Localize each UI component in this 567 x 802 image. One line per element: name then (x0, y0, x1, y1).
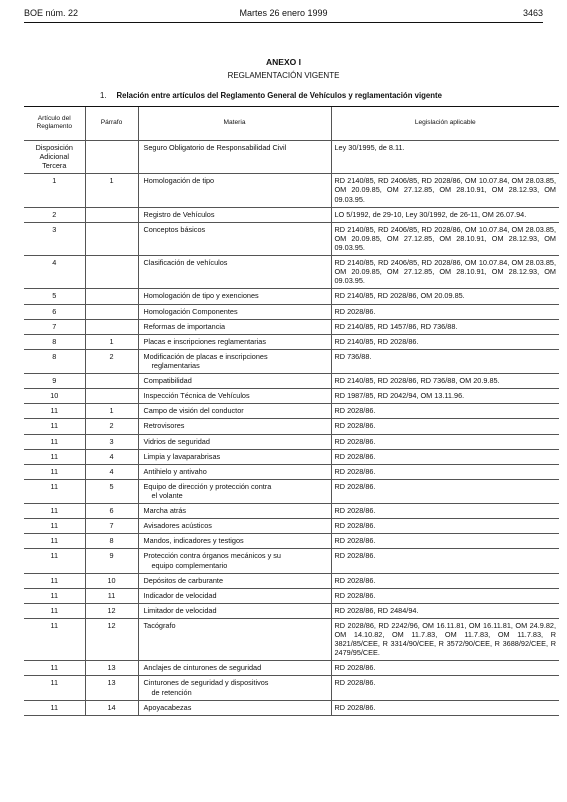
subject-cell (138, 289, 331, 304)
header-rule (24, 22, 543, 23)
subject-text: Avisadores acústicos (143, 521, 212, 531)
subject-cell (138, 519, 331, 534)
subject-cell (138, 256, 331, 289)
article-cell: 8 (24, 334, 85, 349)
subject-cell (138, 618, 331, 660)
table-row (24, 519, 559, 534)
article-cell: 11 (24, 661, 85, 676)
paragraph-cell: 12 (85, 603, 138, 618)
legislation-cell: RD 2028/86. (331, 479, 559, 503)
subject-text: Homologación de tipo y exenciones (143, 291, 259, 301)
subject-text: Compatibilidad (143, 376, 192, 386)
legislation-cell: RD 2140/85, RD 2028/86. (331, 334, 559, 349)
legislation-cell: RD 2028/86. (331, 676, 559, 700)
subject-text: Placas e inscripciones reglamentarias (143, 336, 266, 346)
subject-continuation: el volante (151, 490, 183, 500)
gazette-issue: BOE núm. 22 (24, 8, 79, 18)
subject-cell (138, 676, 331, 700)
table-row (24, 434, 559, 449)
article-cell: 11 (24, 504, 85, 519)
paragraph-cell: 1 (85, 334, 138, 349)
article-cell: 11 (24, 603, 85, 618)
subject-cell (138, 419, 331, 434)
legislation-cell: RD 2140/85, RD 1457/86, RD 736/88. (331, 319, 559, 334)
subject-cell (138, 479, 331, 503)
table-row (24, 207, 559, 222)
table-row (24, 419, 559, 434)
article-cell: 11 (24, 479, 85, 503)
article-cell: 1 (24, 174, 85, 207)
subject-cell (138, 304, 331, 319)
subject-cell (138, 434, 331, 449)
annex-subtitle: REGLAMENTACIÓN VIGENTE (227, 71, 340, 80)
table-row (24, 374, 559, 389)
subject-cell (138, 573, 331, 588)
article-cell: 6 (24, 304, 85, 319)
article-cell: 11 (24, 549, 85, 573)
article-cell: 2 (24, 207, 85, 222)
paragraph-cell: 13 (85, 676, 138, 700)
subject-text: Indicador de velocidad (143, 590, 217, 600)
subject-cell (138, 141, 331, 174)
table-row (24, 603, 559, 618)
subject-text: Campo de visión del conductor (143, 406, 244, 416)
legislation-cell: RD 2028/86. (331, 661, 559, 676)
paragraph-cell: 5 (85, 479, 138, 503)
paragraph-cell (85, 222, 138, 255)
legislation-cell: RD 2028/86. (331, 573, 559, 588)
subject-text: Homologación de tipo (143, 176, 215, 186)
paragraph-cell (85, 141, 138, 174)
subject-text: Registro de Vehículos (143, 209, 215, 219)
paragraph-cell: 2 (85, 419, 138, 434)
subject-text: Antihielo y antivaho (143, 466, 207, 476)
article-cell: 11 (24, 419, 85, 434)
legislation-cell: RD 2028/86. (331, 464, 559, 479)
subject-cell (138, 222, 331, 255)
table-row (24, 573, 559, 588)
subject-cell (138, 464, 331, 479)
subject-text: Vidrios de seguridad (143, 436, 210, 446)
legislation-cell: RD 2140/85, RD 2406/85, RD 2028/86, OM 10.07.84, OM 28.03.85, OM 20.09.85, OM 27.12.85, OM 28.10.91, OM 28.12.93, OM 09.03.95. (331, 222, 559, 255)
table-row (24, 700, 559, 715)
subject-text: Anclajes de cinturones de seguridad (143, 663, 262, 673)
subject-text: Clasificación de vehículos (143, 258, 228, 268)
paragraph-cell: 1 (85, 404, 138, 419)
subject-text: Homologación Componentes (143, 306, 238, 316)
subject-cell (138, 504, 331, 519)
table-row (24, 174, 559, 207)
legislation-cell: RD 2028/86, RD 2484/94. (331, 603, 559, 618)
paragraph-cell (85, 289, 138, 304)
paragraph-cell: 4 (85, 449, 138, 464)
column-header-subject: Materia (138, 107, 331, 141)
publication-date: Martes 26 enero 1999 (239, 8, 328, 18)
article-cell: 11 (24, 700, 85, 715)
legislation-cell: LO 5/1992, de 29-10, Ley 30/1992, de 26-11, OM 26.07.94. (331, 207, 559, 222)
paragraph-cell: 14 (85, 700, 138, 715)
table-row (24, 256, 559, 289)
subject-text: Modificación de placas e inscripciones (143, 351, 268, 361)
article-cell: 11 (24, 464, 85, 479)
column-header-legislation: Legislación aplicable (331, 107, 559, 141)
article-cell: 3 (24, 222, 85, 255)
legislation-cell: RD 2028/86. (331, 519, 559, 534)
subject-text: Tacógrafo (143, 620, 176, 630)
legislation-cell: RD 2028/86. (331, 434, 559, 449)
table-row (24, 389, 559, 404)
article-cell: 5 (24, 289, 85, 304)
subject-text: Limpia y lavaparabrisas (143, 451, 221, 461)
legislation-cell: RD 2028/86. (331, 549, 559, 573)
legislation-cell: RD 1987/85, RD 2042/94, OM 13.11.96. (331, 389, 559, 404)
table-header-row (24, 107, 559, 141)
article-cell: 11 (24, 676, 85, 700)
subject-text: Protección contra órganos mecánicos y su (143, 551, 281, 561)
paragraph-cell: 11 (85, 588, 138, 603)
table-row (24, 222, 559, 255)
subject-cell (138, 534, 331, 549)
table-row (24, 534, 559, 549)
table-body (24, 141, 559, 716)
article-cell: 11 (24, 449, 85, 464)
legislation-cell: RD 2028/86. (331, 588, 559, 603)
subject-text: Apoyacabezas (143, 702, 192, 712)
subject-cell (138, 404, 331, 419)
paragraph-cell: 8 (85, 534, 138, 549)
article-cell: Disposición Adicional Tercera (24, 141, 85, 174)
paragraph-cell: 3 (85, 434, 138, 449)
table-row (24, 304, 559, 319)
table-row (24, 676, 559, 700)
article-cell: 11 (24, 404, 85, 419)
legislation-cell: RD 2028/86. (331, 304, 559, 319)
section-title: Relación entre artículos del Reglamento General de Vehículos y reglamentación vigente (116, 91, 442, 100)
subject-cell (138, 449, 331, 464)
legislation-cell: RD 2140/85, RD 2028/86, OM 20.09.85. (331, 289, 559, 304)
paragraph-cell (85, 374, 138, 389)
legislation-cell: RD 2028/86. (331, 504, 559, 519)
subject-cell (138, 207, 331, 222)
table-row (24, 334, 559, 349)
paragraph-cell: 2 (85, 349, 138, 373)
legislation-cell: RD 2028/86, RD 2242/96, OM 16.11.81, OM 16.11.81, OM 24.9.82, OM 14.10.82, OM 11.7.83, OM 11.7.83, OM 11.7.83, R 3821/85/CEE, R 3314/90/CEE, R 3572/90/CEE, R 3688/92/CEE, R 2479/95/CEE. (331, 618, 559, 660)
article-cell: 11 (24, 588, 85, 603)
subject-text: Conceptos básicos (143, 224, 206, 234)
paragraph-cell: 7 (85, 519, 138, 534)
subject-continuation: reglamentarias (151, 360, 200, 370)
subject-cell (138, 603, 331, 618)
subject-text: Limitador de velocidad (143, 605, 217, 615)
article-cell: 9 (24, 374, 85, 389)
article-cell: 11 (24, 618, 85, 660)
paragraph-cell: 4 (85, 464, 138, 479)
legislation-cell: RD 2028/86. (331, 534, 559, 549)
annex-title: ANEXO I (266, 57, 301, 67)
subject-text: Seguro Obligatorio de Responsabilidad Civil (143, 143, 287, 152)
paragraph-cell (85, 319, 138, 334)
subject-text: Inspección Técnica de Vehículos (143, 391, 250, 401)
table-row (24, 464, 559, 479)
legislation-cell: RD 2028/86. (331, 404, 559, 419)
paragraph-cell: 10 (85, 573, 138, 588)
subject-cell (138, 588, 331, 603)
article-cell: 10 (24, 389, 85, 404)
page-number: 3463 (522, 8, 543, 18)
article-cell: 11 (24, 573, 85, 588)
paragraph-cell: 12 (85, 618, 138, 660)
article-cell: 11 (24, 519, 85, 534)
paragraph-cell: 13 (85, 661, 138, 676)
legislation-cell: RD 2140/85, RD 2406/85, RD 2028/86, OM 10.07.84, OM 28.03.85, OM 20.09.85, OM 27.12.85, OM 28.10.91, OM 28.12.93, OM 09.03.95. (331, 256, 559, 289)
subject-cell (138, 661, 331, 676)
legislation-cell: RD 2140/85, RD 2406/85, RD 2028/86, OM 10.07.84, OM 28.03.85, OM 20.09.85, OM 27.12.85, OM 28.10.91, OM 28.12.93, OM 09.03.95. (331, 174, 559, 207)
table-row (24, 319, 559, 334)
paragraph-cell (85, 256, 138, 289)
section-heading (100, 91, 543, 100)
paragraph-cell: 6 (85, 504, 138, 519)
table-row (24, 504, 559, 519)
table-row (24, 549, 559, 573)
subject-cell (138, 374, 331, 389)
column-header-article: Artículo del Reglamento (24, 107, 85, 141)
table-row (24, 449, 559, 464)
column-header-paragraph: Párrafo (85, 107, 138, 141)
section-number: 1. (100, 91, 107, 100)
table-row (24, 618, 559, 660)
subject-text: Retrovisores (143, 421, 185, 431)
article-cell: 7 (24, 319, 85, 334)
table-row (24, 289, 559, 304)
page-header (24, 8, 543, 22)
subject-text: Depósitos de carburante (143, 575, 224, 585)
subject-cell (138, 700, 331, 715)
table-row (24, 349, 559, 373)
legislation-cell: RD 2140/85, RD 2028/86, RD 736/88, OM 20.9.85. (331, 374, 559, 389)
subject-cell (138, 174, 331, 207)
subject-text: Mandos, indicadores y testigos (143, 536, 244, 546)
table-row (24, 141, 559, 174)
table-row (24, 404, 559, 419)
subject-text: Marcha atrás (143, 506, 187, 516)
legislation-cell: RD 2028/86. (331, 700, 559, 715)
article-cell: 4 (24, 256, 85, 289)
paragraph-cell (85, 389, 138, 404)
subject-cell (138, 389, 331, 404)
subject-continuation: equipo complementario (151, 560, 228, 570)
subject-text: Reformas de importancia (143, 321, 226, 331)
paragraph-cell (85, 304, 138, 319)
subject-cell (138, 319, 331, 334)
subject-text: Equipo de dirección y protección contra (143, 481, 272, 491)
article-cell: 11 (24, 434, 85, 449)
article-cell: 8 (24, 349, 85, 373)
subject-continuation: de retención (151, 687, 192, 697)
subject-cell (138, 549, 331, 573)
subject-cell (138, 349, 331, 373)
regulation-table (24, 106, 559, 716)
article-cell: 11 (24, 534, 85, 549)
table-row (24, 661, 559, 676)
paragraph-cell: 9 (85, 549, 138, 573)
legislation-cell: RD 2028/86. (331, 419, 559, 434)
legislation-cell: RD 2028/86. (331, 449, 559, 464)
table-row (24, 588, 559, 603)
legislation-cell: Ley 30/1995, de 8.11. (331, 141, 559, 174)
subject-cell (138, 334, 331, 349)
legislation-cell: RD 736/88. (331, 349, 559, 373)
paragraph-cell: 1 (85, 174, 138, 207)
subject-text: Cinturones de seguridad y dispositivos (143, 678, 269, 688)
paragraph-cell (85, 207, 138, 222)
table-row (24, 479, 559, 503)
